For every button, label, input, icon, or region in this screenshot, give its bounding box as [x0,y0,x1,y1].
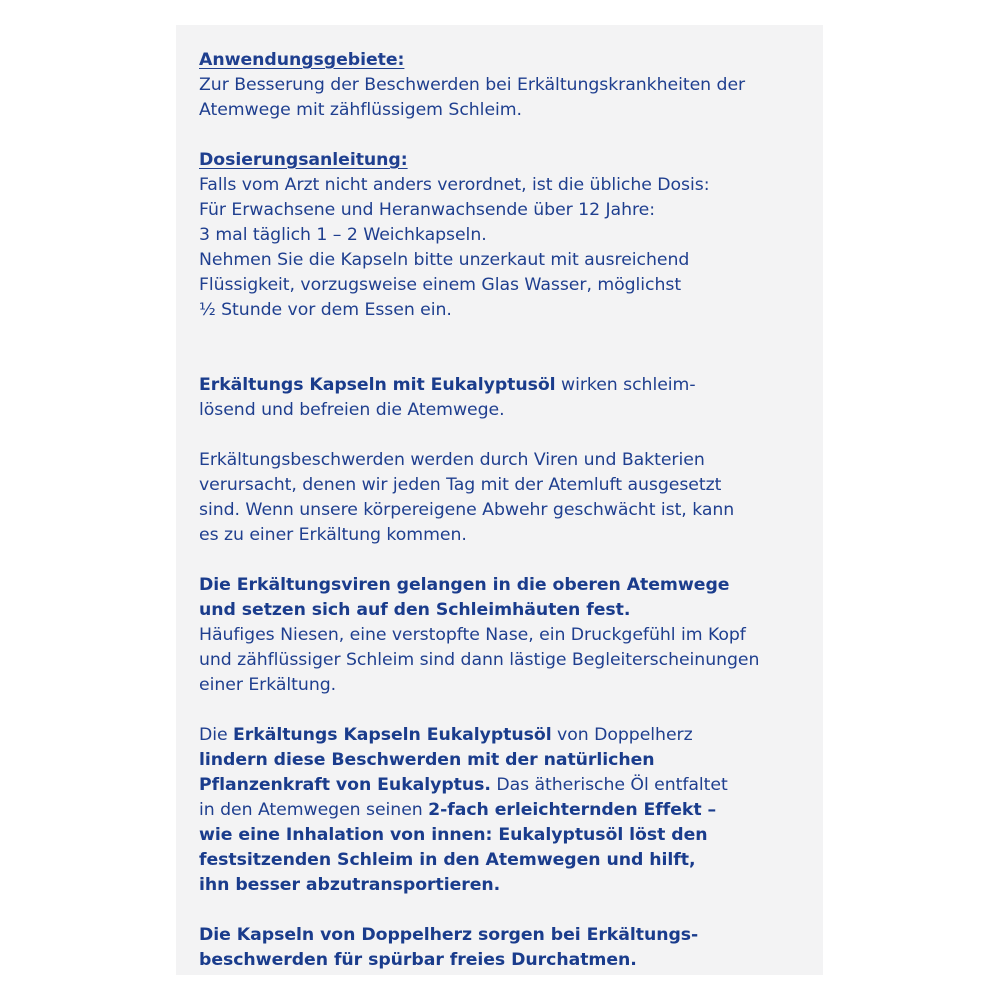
text-line: 3 mal täglich 1 – 2 Weichkapseln. [199,225,487,245]
text-span: in den Atemwegen seinen [199,800,429,820]
bold-line [199,573,819,598]
text-line: verursacht, denen wir jeden Tag mit der Atemluft ausgesetzt [199,475,722,495]
text-line: Häufiges Niesen, eine verstopfte Nase, ein Druckgefühl im Kopf [199,625,746,645]
text-line: Für Erwachsene und Heranwachsende über 12 Jahre: [199,200,656,220]
text-line [199,798,819,823]
bold-text: ihn besser abzutransportieren. [199,875,501,895]
bold-line [199,598,819,623]
bold-text: und setzen sich auf den Schleimhäuten fest. [199,600,631,620]
bold-text: beschwerden für spürbar freies Durchatmen. [199,950,637,970]
bold-text: Erkältungs Kapseln Eukalyptusöl [233,725,552,745]
bold-text: wie eine Inhalation von innen: Eukalyptusöl löst den [199,825,708,845]
text-line: Flüssigkeit, vorzugsweise einem Glas Wasser, möglichst [199,275,682,295]
bold-line [199,923,819,948]
text-span: wirken schleim- [555,375,696,395]
bold-text: lindern diese Beschwerden mit der natürlichen [199,750,655,770]
text-span: Das ätherische Öl entfaltet [490,775,728,795]
text-line: es zu einer Erkältung kommen. [199,525,467,545]
heading-dosierungsanleitung: Dosierungsanleitung: [199,150,408,170]
bold-line [199,823,819,848]
text-line: lösend und befreien die Atemwege. [199,400,505,420]
text-line [199,773,819,798]
bold-text: festsitzenden Schleim in den Atemwegen und hilft, [199,850,696,870]
text-line: einer Erkältung. [199,675,337,695]
text-span: von Doppelherz [551,725,693,745]
heading-anwendungsgebiete: Anwendungsgebiete: [199,50,405,70]
text-line: und zähflüssiger Schleim sind dann lästige Begleiterscheinungen [199,650,760,670]
bold-line [199,873,819,898]
wirkung-line [199,373,819,398]
text-line: Erkältungsbeschwerden werden durch Viren und Bakterien [199,450,705,470]
text-line: Falls vom Arzt nicht anders verordnet, ist die übliche Dosis: [199,175,710,195]
text-line: sind. Wenn unsere körpereigene Abwehr geschwächt ist, kann [199,500,735,520]
text-line: Atemwege mit zähflüssigem Schleim. [199,100,522,120]
text-line: Zur Besserung der Beschwerden bei Erkältungskrankheiten der [199,75,746,95]
bold-line [199,948,819,973]
bold-text: Die Kapseln von Doppelherz sorgen bei Erkältungs- [199,925,699,945]
product-name-bold: Erkältungs Kapseln mit Eukalyptusöl [199,375,556,395]
text-line: ½ Stunde vor dem Essen ein. [199,300,452,320]
text-line: Nehmen Sie die Kapseln bitte unzerkaut mit ausreichend [199,250,690,270]
text-span: Die [199,725,234,745]
bold-line [199,748,819,773]
leaflet-text [199,48,819,973]
bold-line [199,848,819,873]
bold-text: Die Erkältungsviren gelangen in die oberen Atemwege [199,575,730,595]
bold-text: 2-fach erleichternden Effekt – [428,800,717,820]
bold-text: Pflanzenkraft von Eukalyptus. [199,775,491,795]
text-line [199,723,819,748]
